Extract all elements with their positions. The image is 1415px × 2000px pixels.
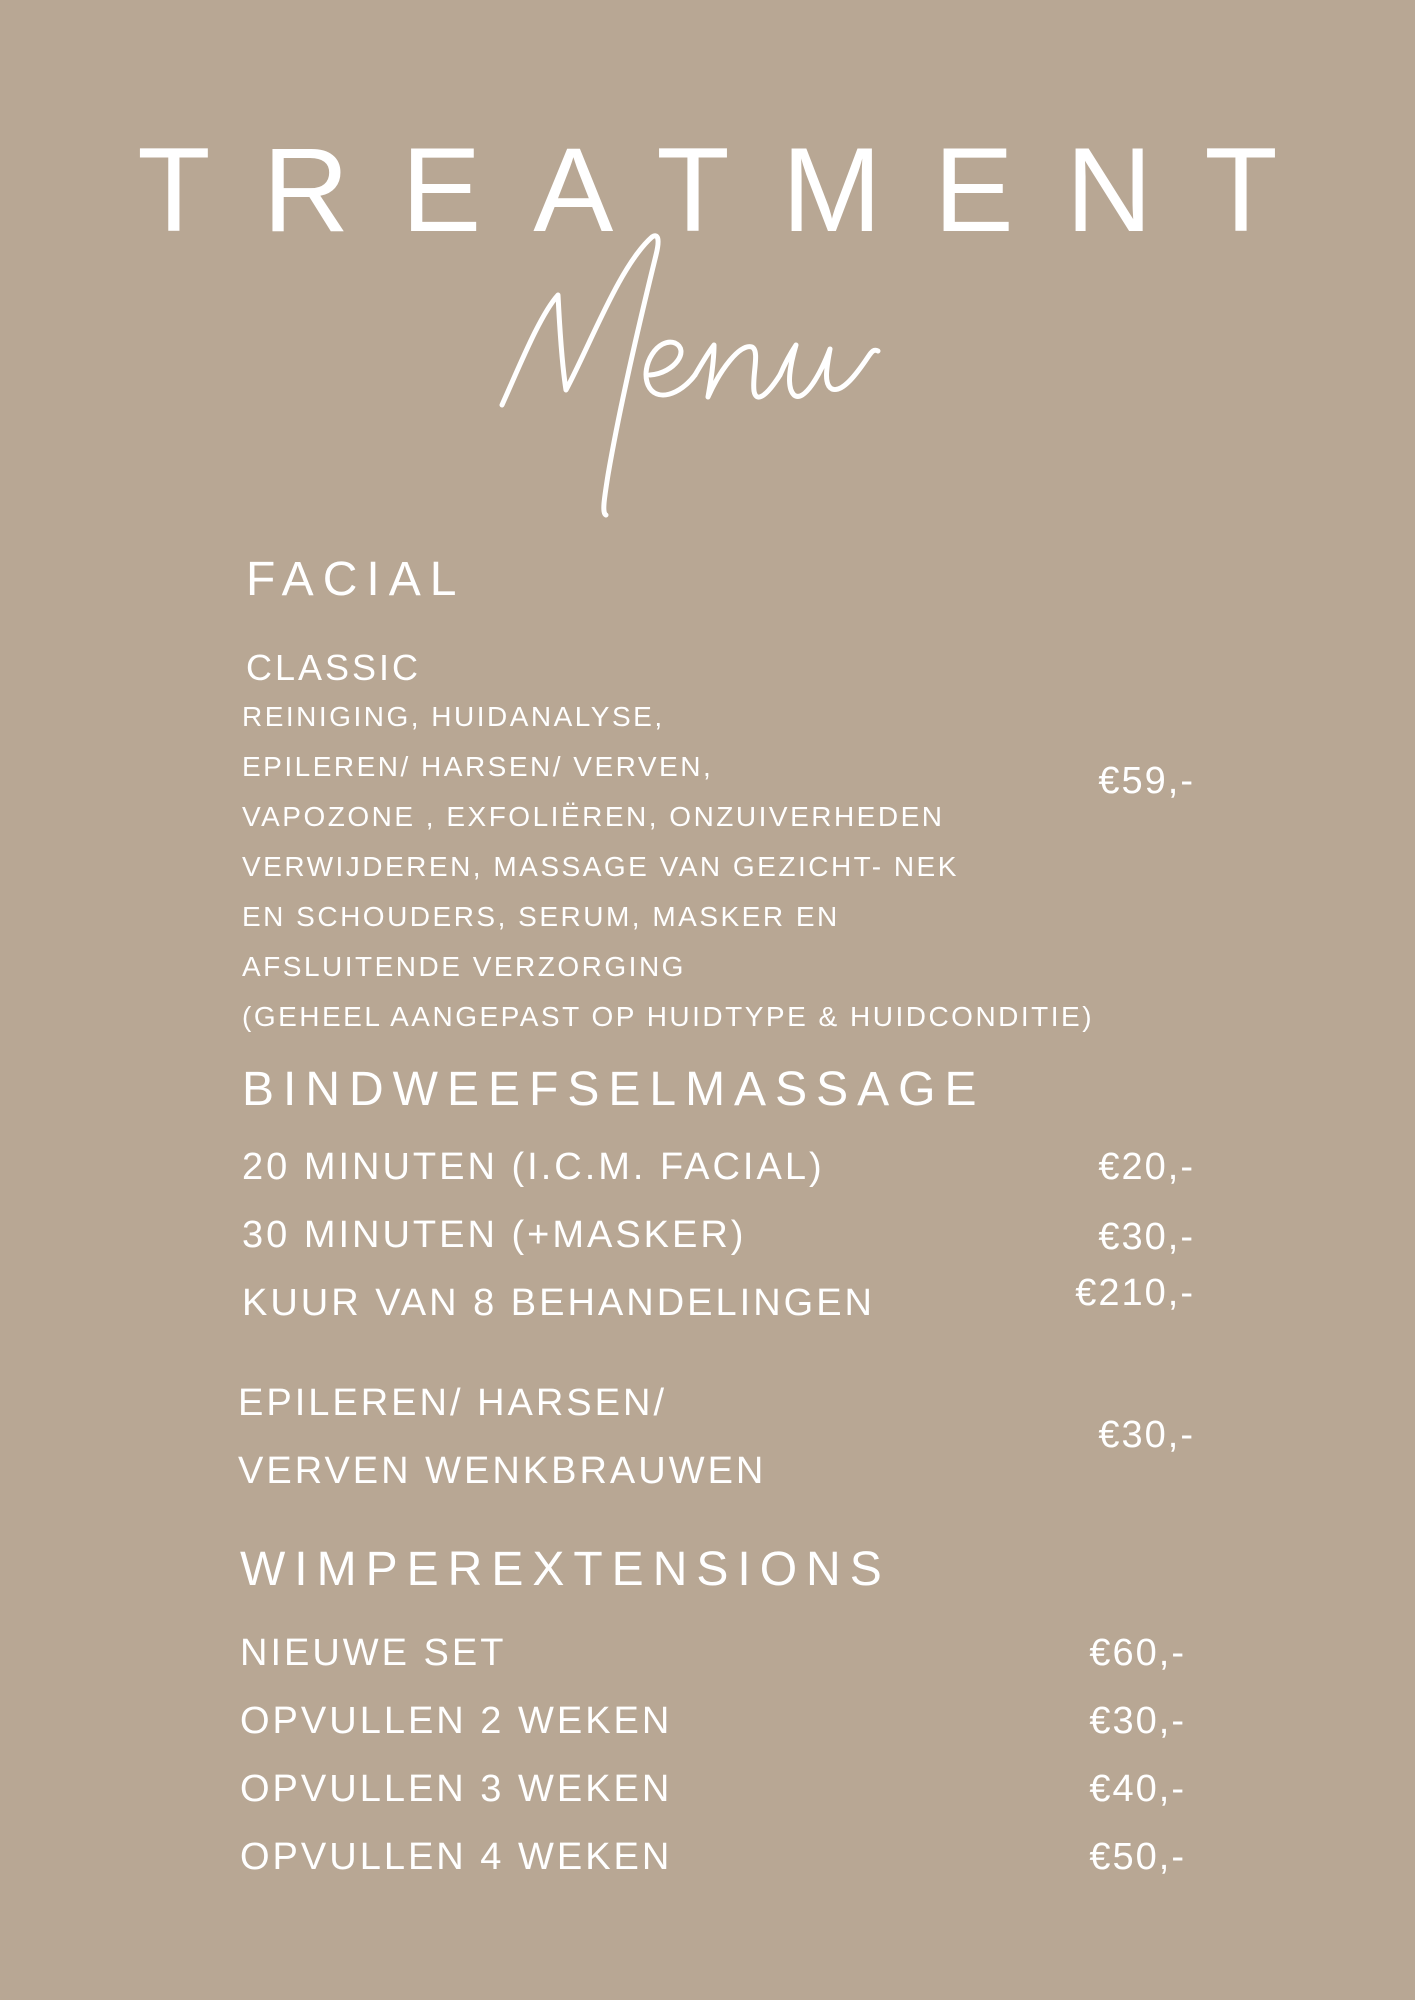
classic-description — [242, 692, 1094, 1042]
treatment-price: €40,- — [1089, 1768, 1186, 1810]
treatment-name-classic: CLASSIC — [246, 647, 422, 688]
treatment-name: KUUR VAN 8 BEHANDELINGEN — [242, 1282, 875, 1324]
treatment-name-brows-line2: VERVEN WENKBRAUWEN — [238, 1450, 767, 1492]
description-line: VERWIJDEREN, MASSAGE VAN GEZICHT- NEK — [242, 851, 959, 882]
treatment-price: €30,- — [1098, 1216, 1195, 1258]
treatment-name: OPVULLEN 3 WEKEN — [240, 1768, 673, 1810]
treatment-name: 20 MINUTEN (I.C.M. FACIAL) — [242, 1146, 825, 1188]
description-line: VAPOZONE , EXFOLIËREN, ONZUIVERHEDEN — [242, 801, 945, 832]
section-heading-facial: FACIAL — [246, 553, 466, 606]
section-heading-bindweefselmassage: BINDWEEFSELMASSAGE — [242, 1063, 986, 1116]
treatment-name: OPVULLEN 4 WEKEN — [240, 1836, 673, 1878]
treatment-name: NIEUWE SET — [240, 1632, 507, 1674]
description-line: REINIGING, HUIDANALYSE, — [242, 701, 665, 732]
treatment-name: 30 MINUTEN (+MASKER) — [242, 1214, 747, 1256]
description-line: EPILEREN/ HARSEN/ VERVEN, — [242, 751, 714, 782]
treatment-price: €210,- — [1075, 1272, 1195, 1314]
description-line: (GEHEEL AANGEPAST OP HUIDTYPE & HUIDCONDITIE) — [242, 1001, 1095, 1032]
treatment-price: €50,- — [1089, 1836, 1186, 1878]
treatment-price: €30,- — [1089, 1700, 1186, 1742]
treatment-name-brows: EPILEREN/ HARSEN/ — [238, 1382, 667, 1424]
description-line: EN SCHOUDERS, SERUM, MASKER EN — [242, 901, 840, 932]
treatment-name: OPVULLEN 2 WEKEN — [240, 1700, 673, 1742]
price-brows: €30,- — [1098, 1414, 1195, 1456]
menu-script-lettering — [490, 225, 950, 525]
treatment-price: €60,- — [1089, 1632, 1186, 1674]
menu-script-title — [490, 225, 950, 530]
price-classic: €59,- — [1098, 760, 1195, 802]
description-line: AFSLUITENDE VERZORGING — [242, 951, 686, 982]
treatment-price: €20,- — [1098, 1146, 1195, 1188]
page-title: TREATMENT — [137, 123, 1330, 257]
section-heading-wimperextensions: WIMPEREXTENSIONS — [240, 1543, 891, 1596]
